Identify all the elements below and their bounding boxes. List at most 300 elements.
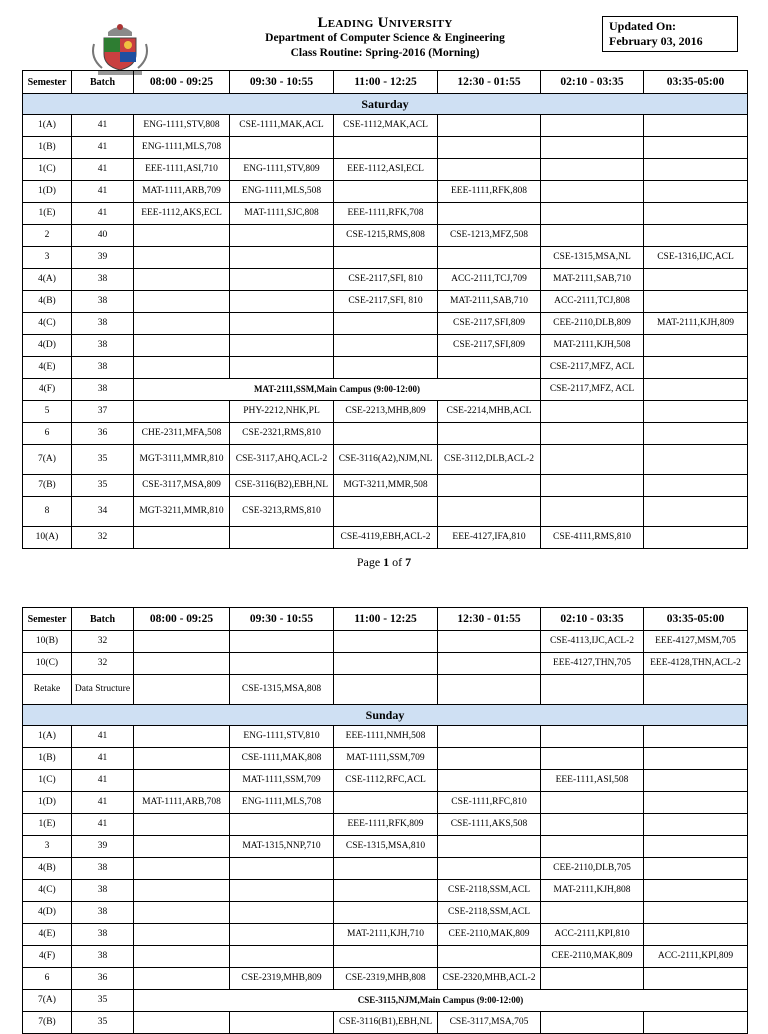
table-cell: Data Structure: [72, 675, 134, 705]
table-cell: 1(D): [23, 792, 72, 814]
table-cell: CSE-1112,MAK,ACL: [334, 115, 438, 137]
table-cell: [644, 379, 748, 401]
table-cell: MAT-1111,ARB,708: [134, 792, 230, 814]
table-cell: [134, 968, 230, 990]
table-cell: [134, 357, 230, 379]
table-cell: [541, 225, 644, 247]
table-cell: 4(F): [23, 379, 72, 401]
table-cell: [644, 181, 748, 203]
table-cell: 41: [72, 792, 134, 814]
table-cell: 34: [72, 497, 134, 527]
table-cell: [334, 946, 438, 968]
table-row: [23, 203, 748, 225]
table-cell: [541, 675, 644, 705]
page-of: of: [392, 555, 403, 569]
table-cell: [541, 968, 644, 990]
table-cell: MAT-2111,SAB,710: [541, 269, 644, 291]
column-header: 08:00 - 09:25: [134, 608, 230, 631]
table-cell: [230, 902, 334, 924]
table-cell: MAT-2111,KJH,710: [334, 924, 438, 946]
table-cell: [134, 401, 230, 423]
table-row: [23, 247, 748, 269]
table-cell: [334, 902, 438, 924]
table-cell: 38: [72, 291, 134, 313]
table-cell: 3: [23, 836, 72, 858]
table-cell: [230, 357, 334, 379]
table-cell: [644, 792, 748, 814]
table-row: [23, 269, 748, 291]
table-cell: [134, 653, 230, 675]
table-cell: 41: [72, 115, 134, 137]
table-cell: CSE-3117,MSA,705: [438, 1012, 541, 1034]
table-cell: 41: [72, 726, 134, 748]
table-cell: EEE-1111,RFK,809: [334, 814, 438, 836]
table-cell: [438, 423, 541, 445]
table-cell: MGT-3211,MMR,508: [334, 475, 438, 497]
table-cell: [541, 1012, 644, 1034]
day-row: [23, 94, 748, 115]
table-cell: CSE-3112,DLB,ACL-2: [438, 445, 541, 475]
table-cell: 1(E): [23, 203, 72, 225]
table-cell: [541, 748, 644, 770]
table-cell: [334, 858, 438, 880]
table-cell: [230, 946, 334, 968]
table-cell: CEE-2110,DLB,809: [541, 313, 644, 335]
column-header: Semester: [23, 608, 72, 631]
table-cell: 4(C): [23, 313, 72, 335]
table-cell: [644, 527, 748, 549]
table-cell: 32: [72, 653, 134, 675]
table-row: [23, 115, 748, 137]
table-cell: 7(A): [23, 990, 72, 1012]
table-cell: CSE-2320,MHB,ACL-2: [438, 968, 541, 990]
table-cell: CSE-2117,SFI, 810: [334, 291, 438, 313]
table-cell: 7(A): [23, 445, 72, 475]
table-cell: 4(B): [23, 291, 72, 313]
university-crest-icon: [88, 18, 152, 76]
table-cell: [644, 1012, 748, 1034]
table-cell: 1(A): [23, 726, 72, 748]
table-cell: [438, 946, 541, 968]
table-cell: [644, 269, 748, 291]
table-cell: [334, 137, 438, 159]
table-cell: MAT-2111,KJH,808: [541, 880, 644, 902]
table-cell: 41: [72, 137, 134, 159]
table-cell: CSE-2117,SFI,809: [438, 335, 541, 357]
table-cell: [644, 497, 748, 527]
table-cell: 4(D): [23, 335, 72, 357]
table-row: [23, 924, 748, 946]
table-cell: 36: [72, 423, 134, 445]
table-cell: 10(B): [23, 631, 72, 653]
table-cell: CSE-2321,RMS,810: [230, 423, 334, 445]
routine-title: Class Routine: Spring-2016 (Morning): [290, 47, 480, 59]
table-cell: [134, 527, 230, 549]
table-cell: 38: [72, 902, 134, 924]
table-cell: [438, 836, 541, 858]
table-cell: 4(A): [23, 269, 72, 291]
table-cell: [134, 631, 230, 653]
table-row: [23, 814, 748, 836]
table-cell: CSE-2117,MFZ, ACL: [541, 379, 644, 401]
table-cell: 5: [23, 401, 72, 423]
table-row: [23, 357, 748, 379]
table-cell: [334, 247, 438, 269]
table-cell: 37: [72, 401, 134, 423]
page-number: [0, 555, 768, 570]
table-cell: [438, 137, 541, 159]
table-cell: CSE-2213,MHB,809: [334, 401, 438, 423]
table-cell: EEE-1111,RFK,708: [334, 203, 438, 225]
table-cell: ENG-1111,STV,808: [134, 115, 230, 137]
table-cell: [644, 748, 748, 770]
table-header-row: [23, 71, 748, 94]
table-cell: [644, 675, 748, 705]
table-cell: [541, 115, 644, 137]
table-cell: CSE-1215,RMS,808: [334, 225, 438, 247]
table-cell: [541, 423, 644, 445]
table-cell: 35: [72, 475, 134, 497]
table-cell: CSE-3117,AHQ,ACL-2: [230, 445, 334, 475]
table-cell: [230, 313, 334, 335]
table-cell: 38: [72, 924, 134, 946]
table-cell: [134, 726, 230, 748]
table-cell: [644, 159, 748, 181]
routine-table-page-2: [22, 607, 748, 1034]
table-cell: [134, 675, 230, 705]
table-cell: [541, 497, 644, 527]
table-row: [23, 225, 748, 247]
table-cell: 1(B): [23, 748, 72, 770]
table-cell: CSE-2118,SSM,ACL: [438, 902, 541, 924]
table-cell: [541, 203, 644, 225]
table-cell: [541, 475, 644, 497]
table-row: [23, 159, 748, 181]
table-cell: EEE-4127,MSM,705: [644, 631, 748, 653]
table-cell: [438, 203, 541, 225]
table-cell: [644, 924, 748, 946]
table-cell: [230, 631, 334, 653]
table-cell: [230, 247, 334, 269]
table-cell: [644, 445, 748, 475]
table-cell: [230, 814, 334, 836]
table-cell: 38: [72, 357, 134, 379]
table-cell: [230, 880, 334, 902]
column-header: 12:30 - 01:55: [438, 71, 541, 94]
column-header: 12:30 - 01:55: [438, 608, 541, 631]
table-cell: [134, 924, 230, 946]
table-cell: ACC-2111,TCJ,808: [541, 291, 644, 313]
table-cell: [438, 675, 541, 705]
updated-label: Updated On:: [609, 19, 677, 33]
table-row: [23, 675, 748, 705]
table-cell: CEE-2110,MAK,809: [438, 924, 541, 946]
table-cell: [334, 880, 438, 902]
table-cell: CSE-2117,SFI,809: [438, 313, 541, 335]
table-cell: [134, 1012, 230, 1034]
table-cell: CHE-2311,MFA,508: [134, 423, 230, 445]
table-cell: [644, 423, 748, 445]
table-cell: 38: [72, 269, 134, 291]
table-row: [23, 497, 748, 527]
table-cell: [134, 902, 230, 924]
table-cell: 38: [72, 880, 134, 902]
table-cell: ACC-2111,KPI,809: [644, 946, 748, 968]
table-cell: CSE-1112,RFC,ACL: [334, 770, 438, 792]
table-cell: CSE-3117,MSA,809: [134, 475, 230, 497]
table-cell: 1(C): [23, 770, 72, 792]
university-name: Leading University: [317, 15, 453, 31]
table-row: [23, 423, 748, 445]
table-row: [23, 902, 748, 924]
table-cell: CSE-1315,MSA,NL: [541, 247, 644, 269]
table-cell: [334, 357, 438, 379]
table-cell: 1(C): [23, 159, 72, 181]
table-cell: ENG-1111,MLS,708: [230, 792, 334, 814]
table-cell: [134, 247, 230, 269]
day-label: Saturday: [23, 94, 748, 115]
table-cell: [644, 335, 748, 357]
table-cell: 35: [72, 1012, 134, 1034]
table-cell: [230, 137, 334, 159]
table-cell: 6: [23, 423, 72, 445]
table-cell: [438, 475, 541, 497]
table-cell: 7(B): [23, 475, 72, 497]
table-cell: CSE-1111,MAK,ACL: [230, 115, 334, 137]
table-cell: [334, 423, 438, 445]
table-cell: MGT-3111,MMR,810: [134, 445, 230, 475]
table-cell: [134, 814, 230, 836]
table-cell: 41: [72, 159, 134, 181]
table-cell: [541, 792, 644, 814]
table-cell: [134, 946, 230, 968]
table-cell: CSE-2319,MHB,808: [334, 968, 438, 990]
table-cell: [541, 814, 644, 836]
table-cell: CEE-2110,MAK,809: [541, 946, 644, 968]
table-row: [23, 335, 748, 357]
page-prefix: Page: [356, 555, 381, 569]
table-cell: [644, 203, 748, 225]
table-cell: [334, 653, 438, 675]
table-cell: [334, 313, 438, 335]
table-cell: CEE-2110,DLB,705: [541, 858, 644, 880]
table-cell: [134, 225, 230, 247]
column-header: Batch: [72, 608, 134, 631]
column-header: Batch: [72, 71, 134, 94]
merged-class-cell: MAT-2111,SSM,Main Campus (9:00-12:00): [134, 379, 541, 401]
table-cell: CSE-1315,MSA,810: [334, 836, 438, 858]
table-cell: CSE-3116(B2),EBH,NL: [230, 475, 334, 497]
table-cell: 40: [72, 225, 134, 247]
table-cell: [134, 880, 230, 902]
table-cell: 41: [72, 770, 134, 792]
department-name: Department of Computer Science & Engineering: [265, 32, 505, 44]
table-cell: [334, 497, 438, 527]
table-cell: [230, 269, 334, 291]
table-cell: MAT-2111,KJH,508: [541, 335, 644, 357]
table-cell: 4(F): [23, 946, 72, 968]
table-cell: [644, 770, 748, 792]
table-cell: [541, 159, 644, 181]
table-cell: Retake: [23, 675, 72, 705]
table-cell: 1(A): [23, 115, 72, 137]
table-cell: CSE-2319,MHB,809: [230, 968, 334, 990]
table-cell: 4(E): [23, 357, 72, 379]
column-header: 02:10 - 03:35: [541, 71, 644, 94]
table-cell: [230, 858, 334, 880]
table-cell: EEE-4127,IFA,810: [438, 527, 541, 549]
table-cell: CSE-3116(B1),EBH,NL: [334, 1012, 438, 1034]
merged-class-cell: CSE-3115,NJM,Main Campus (9:00-12:00): [134, 990, 748, 1012]
table-cell: 10(A): [23, 527, 72, 549]
table-cell: 38: [72, 313, 134, 335]
table-cell: [541, 902, 644, 924]
table-cell: 1(D): [23, 181, 72, 203]
table-cell: 32: [72, 631, 134, 653]
table-cell: 41: [72, 181, 134, 203]
table-cell: 3: [23, 247, 72, 269]
table-cell: MAT-2111,SAB,710: [438, 291, 541, 313]
table-cell: CSE-1213,MFZ,508: [438, 225, 541, 247]
table-row: [23, 990, 748, 1012]
table-row: [23, 379, 748, 401]
table-row: [23, 968, 748, 990]
table-cell: CSE-3213,RMS,810: [230, 497, 334, 527]
table-row: [23, 475, 748, 497]
table-row: [23, 792, 748, 814]
table-cell: [644, 291, 748, 313]
table-cell: [438, 770, 541, 792]
table-row: [23, 631, 748, 653]
table-cell: [134, 335, 230, 357]
table-cell: [334, 181, 438, 203]
table-row: [23, 726, 748, 748]
table-cell: [230, 527, 334, 549]
table-row: [23, 653, 748, 675]
table-cell: 41: [72, 814, 134, 836]
table-cell: 38: [72, 379, 134, 401]
table-cell: 1(E): [23, 814, 72, 836]
table-cell: MAT-2111,KJH,809: [644, 313, 748, 335]
table-cell: 8: [23, 497, 72, 527]
table-cell: 10(C): [23, 653, 72, 675]
table-cell: 2: [23, 225, 72, 247]
table-cell: EEE-1111,ASI,710: [134, 159, 230, 181]
table-cell: EEE-1111,NMH,508: [334, 726, 438, 748]
table-cell: 38: [72, 858, 134, 880]
table-cell: [438, 631, 541, 653]
table-cell: CSE-4113,IJC,ACL-2: [541, 631, 644, 653]
table-cell: [644, 902, 748, 924]
table-row: [23, 946, 748, 968]
table-cell: [134, 269, 230, 291]
table-cell: [438, 653, 541, 675]
table-cell: CSE-4119,EBH,ACL-2: [334, 527, 438, 549]
table-cell: ACC-2111,KPI,810: [541, 924, 644, 946]
table-cell: [644, 726, 748, 748]
table-cell: [134, 313, 230, 335]
table-cell: [644, 137, 748, 159]
table-cell: [541, 445, 644, 475]
table-cell: CSE-4111,RMS,810: [541, 527, 644, 549]
table-cell: [438, 726, 541, 748]
table-cell: MAT-1111,ARB,709: [134, 181, 230, 203]
page-current: 1: [383, 555, 390, 569]
table-cell: [134, 858, 230, 880]
updated-box: [602, 16, 738, 52]
table-cell: [230, 924, 334, 946]
table-cell: [644, 968, 748, 990]
table-cell: CSE-2214,MHB,ACL: [438, 401, 541, 423]
table-cell: [438, 748, 541, 770]
table-cell: CSE-1315,MSA,808: [230, 675, 334, 705]
table-cell: [230, 653, 334, 675]
table-cell: [644, 115, 748, 137]
table-cell: [134, 291, 230, 313]
table-cell: EEE-1112,ASI,ECL: [334, 159, 438, 181]
table-cell: [644, 225, 748, 247]
table-cell: 39: [72, 836, 134, 858]
table-cell: [644, 357, 748, 379]
table-cell: [134, 748, 230, 770]
table-cell: CSE-2117,SFI, 810: [334, 269, 438, 291]
table-row: [23, 181, 748, 203]
column-header: 11:00 - 12:25: [334, 608, 438, 631]
table-cell: [230, 335, 334, 357]
table-cell: ENG-1111,STV,810: [230, 726, 334, 748]
day-row: [23, 705, 748, 726]
table-cell: CSE-1111,RFC,810: [438, 792, 541, 814]
table-cell: ACC-2111,TCJ,709: [438, 269, 541, 291]
table-cell: ENG-1111,MLS,508: [230, 181, 334, 203]
table-cell: [644, 401, 748, 423]
table-cell: [541, 836, 644, 858]
table-cell: 41: [72, 203, 134, 225]
table-row: [23, 445, 748, 475]
table-cell: [644, 814, 748, 836]
table-cell: EEE-4128,THN,ACL-2: [644, 653, 748, 675]
table-cell: MAT-1315,NNP,710: [230, 836, 334, 858]
table-cell: CSE-1111,AKS,508: [438, 814, 541, 836]
column-header: 03:35-05:00: [644, 608, 748, 631]
table-cell: [541, 401, 644, 423]
table-cell: EEE-4127,THN,705: [541, 653, 644, 675]
column-header: 11:00 - 12:25: [334, 71, 438, 94]
table-row: [23, 401, 748, 423]
table-cell: [230, 291, 334, 313]
table-cell: CSE-1111,MAK,808: [230, 748, 334, 770]
table-row: [23, 858, 748, 880]
table-cell: 36: [72, 968, 134, 990]
table-cell: ENG-1111,MLS,708: [134, 137, 230, 159]
table-row: [23, 836, 748, 858]
table-cell: 41: [72, 748, 134, 770]
table-cell: [438, 159, 541, 181]
table-cell: [541, 726, 644, 748]
table-cell: 4(D): [23, 902, 72, 924]
table-cell: [134, 770, 230, 792]
table-row: [23, 527, 748, 549]
column-header: 08:00 - 09:25: [134, 71, 230, 94]
table-cell: [438, 247, 541, 269]
table-cell: 35: [72, 445, 134, 475]
table-cell: PHY-2212,NHK,PL: [230, 401, 334, 423]
table-row: [23, 291, 748, 313]
table-cell: EEE-1112,AKS,ECL: [134, 203, 230, 225]
table-cell: [334, 631, 438, 653]
column-header: 02:10 - 03:35: [541, 608, 644, 631]
table-cell: MAT-1111,SJC,808: [230, 203, 334, 225]
